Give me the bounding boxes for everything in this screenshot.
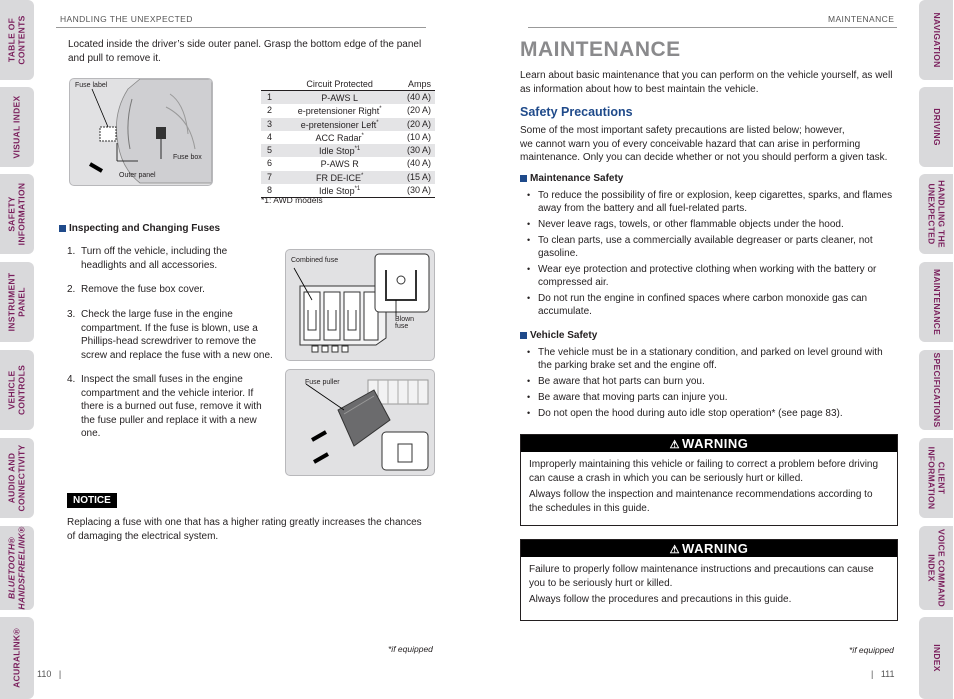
interior-fuse-box-illustration [69,78,213,186]
safety-intro: Some of the most important safety precautions are listed below; however, we cannot warn you of every conceivable hazard that can arise in performing maintenance. Only you can decide whether or not you should perform a given task. [520,125,888,163]
table-row [261,91,435,105]
list-item: • Never leave rags, towels, or other flammable objects under the hood. [520,218,896,231]
inspecting-fuses-heading [59,223,220,234]
inspecting-fuses-heading-text: Inspecting and Changing Fuses [69,223,221,234]
table-cell-num: 4 [267,131,273,142]
warning-box-2 [520,539,898,621]
step-number: 1. [67,246,76,257]
table-header-amps: Amps [396,77,435,91]
table-header-circuit: Circuit Protected [283,77,396,91]
combined-fuse-illustration [285,249,435,361]
tab-bluetooth-handsfreelink[interactable]: BLUETOOTH® HANDSFREELINK® [0,526,34,610]
step-text: Turn off the vehicle, including the headlights and all accessories. [81,246,228,271]
table-footnote: *1: AWD models [261,195,323,205]
right-header-rule [528,27,897,28]
step-number: 3. [67,309,76,320]
table-header-row [261,77,435,91]
table-cell-num: 7 [261,171,283,184]
step-1 [67,245,282,273]
interior-fuse-box-drawing [70,79,212,185]
step-text: Remove the fuse box cover. [81,284,205,295]
list-item: • Do not open the hood during auto idle stop operation* (see page 83). [520,407,896,420]
table-cell-amps: (10 A) [406,131,431,142]
fuse-box-location-text: Located inside the driver’s side outer panel. Grasp the bottom edge of the panel and pull to remove it. [68,39,422,64]
tab-acuralink[interactable]: ACURALINK® [0,617,34,699]
right-if-equipped-footnote: *if equipped [849,645,894,655]
blown-fuse-callout: Blown fuse [395,316,415,330]
notice-badge: NOTICE [67,493,117,508]
table-row [261,118,435,131]
warning-header: ⚠ WARNING [521,435,897,452]
table-cell-circuit: e-pretensioner Left* [283,118,396,131]
left-running-header: HANDLING THE UNEXPECTED [60,14,193,24]
step-number: 2. [67,284,76,295]
page-title: MAINTENANCE [520,38,681,61]
table-cell-amps: (30 A) [406,185,431,196]
tab-voice-command-index[interactable]: VOICE COMMAND INDEX [919,526,953,610]
section-square-icon [520,332,527,339]
warning-triangle-icon: ⚠ [669,544,681,556]
table-header-num [261,77,283,91]
table-cell-circuit: e-pretensioner Right* [297,106,382,117]
step-text: Check the large fuse in the engine compartment. If the fuse is blown, use a Phillips-head screwdriver to remove the screw and replace the fuse with a new one. [81,309,273,361]
fuse-circuit-table [261,77,435,198]
combined-fuse-callout: Combined fuse [291,257,339,264]
maintenance-intro: Learn about basic maintenance that you can perform on the vehicle yourself, as well as information about how to best maintain the vehicle. [520,70,893,95]
safety-precautions-heading: Safety Precautions [520,105,633,119]
vehicle-safety-heading-text: Vehicle Safety [530,330,598,341]
warning-triangle-icon: ⚠ [669,439,681,451]
step-3 [67,308,282,364]
warning-text: Always follow the inspection and maintenance recommendations according to the schedules in this guide. [529,489,873,514]
vehicle-safety-heading [520,330,597,341]
list-item: • Be aware that moving parts can injure you. [520,391,896,404]
tab-driving[interactable]: DRIVING [919,87,953,167]
list-item: • To clean parts, use a commercially available degreaser or parts cleaner, not gasoline. [520,234,896,260]
step-4 [67,373,282,443]
tab-maintenance[interactable]: MAINTENANCE [919,262,953,342]
section-square-icon [59,225,66,232]
list-item: • To reduce the possibility of fire or explosion, keep cigarettes, sparks, and flames away from the battery and all fuel-related parts. [520,189,896,215]
fuse-puller-callout: Fuse puller [305,379,340,386]
right-section-tabs [919,0,953,699]
table-cell-amps: (15 A) [396,171,435,184]
table-cell-num: 3 [261,118,283,131]
table-cell-num: 1 [261,91,283,105]
fuse-box-callout: Fuse box [173,154,202,161]
warning-text: Improperly maintaining this vehicle or failing to correct a problem before driving can cause a crash in which you can be seriously hurt or killed. [529,459,879,484]
left-page-number: 110 | [37,669,62,679]
right-page-number: | 111 [871,669,895,679]
vehicle-safety-list [520,346,896,423]
list-item: • Do not run the engine in confined spaces where carbon monoxide gas can accumulate. [520,292,896,318]
maintenance-safety-heading [520,173,623,184]
tab-vehicle-controls[interactable]: VEHICLE CONTROLS [0,350,34,430]
tab-navigation[interactable]: NAVIGATION [919,0,953,80]
table-cell-amps: (40 A) [396,91,435,105]
table-cell-num: 5 [261,144,283,157]
table-row [261,104,435,117]
table-cell-num: 8 [267,185,273,196]
outer-panel-callout: Outer panel [119,172,156,179]
tab-index[interactable]: INDEX [919,617,953,699]
table-row [261,131,435,144]
fuse-circuit-table-wrap [261,77,435,198]
tab-safety-information[interactable]: SAFETY INFORMATION [0,174,34,254]
tab-audio-and-connectivity[interactable]: AUDIO AND CONNECTIVITY [0,438,34,518]
notice-text: Replacing a fuse with one that has a higher rating greatly increases the chances of damaging the electrical system. [67,517,422,542]
fuse-label-callout: Fuse label [75,82,108,89]
combined-fuse-drawing [286,250,434,360]
fuse-puller-illustration [285,369,435,476]
left-section-tabs [0,0,34,699]
list-item: • Be aware that hot parts can burn you. [520,375,896,388]
maintenance-safety-list [520,189,896,321]
table-cell-circuit: ACC Radar* [315,132,364,143]
warning-header: ⚠ WARNING [521,540,897,557]
warning-text: Failure to properly follow maintenance instructions and precautions can cause you to be seriously hurt or killed. [529,564,874,589]
table-cell-amps: (20 A) [396,118,435,131]
table-cell-amps: (40 A) [406,158,431,169]
list-item: • Wear eye protection and protective clothing when working with the battery or compressed air. [520,263,896,289]
left-if-equipped-footnote: *if equipped [388,644,433,654]
table-cell-circuit: Idle Stop$^{*1}$ [283,144,396,157]
tab-specifications[interactable]: SPECIFICATIONS [919,350,953,430]
table-cell-circuit: P-AWS R [320,159,359,170]
table-cell-amps: (20 A) [406,105,431,116]
right-running-header: MAINTENANCE [828,14,895,24]
step-2 [67,283,282,297]
tab-visual-index[interactable]: VISUAL INDEX [0,87,34,167]
tab-table-of-contents[interactable]: TABLE OF CONTENTS [0,0,34,80]
table-cell-amps: (30 A) [396,144,435,157]
tab-handling-the-unexpected[interactable]: HANDLING THE UNEXPECTED [919,174,953,254]
list-item: • The vehicle must be in a stationary condition, and parked on level ground with the parking brake set and the engine off. [520,346,896,372]
section-square-icon [520,175,527,182]
table-cell-num: 2 [267,105,273,116]
step-number: 4. [67,374,76,385]
table-cell-circuit: Idle Stop$^{*1}$ [319,186,361,197]
tab-instrument-panel[interactable]: INSTRUMENT PANEL [0,262,34,342]
step-text: Inspect the small fuses in the engine compartment and the vehicle interior. If there is a burned out fuse, remove it with the fuse puller and replace it with a new one. [81,374,262,439]
left-header-rule [56,27,426,28]
table-row [261,157,435,170]
tab-client-information[interactable]: CLIENT INFORMATION [919,438,953,518]
warning-box-1 [520,434,898,526]
table-cell-circuit: FR DE-ICE* [283,171,396,184]
table-row [261,171,435,184]
warning-text: Always follow the procedures and precautions in this guide. [529,594,792,605]
maintenance-safety-heading-text: Maintenance Safety [530,173,624,184]
table-cell-num: 6 [267,158,273,169]
table-row [261,144,435,157]
table-cell-circuit: P-AWS L [283,91,396,105]
